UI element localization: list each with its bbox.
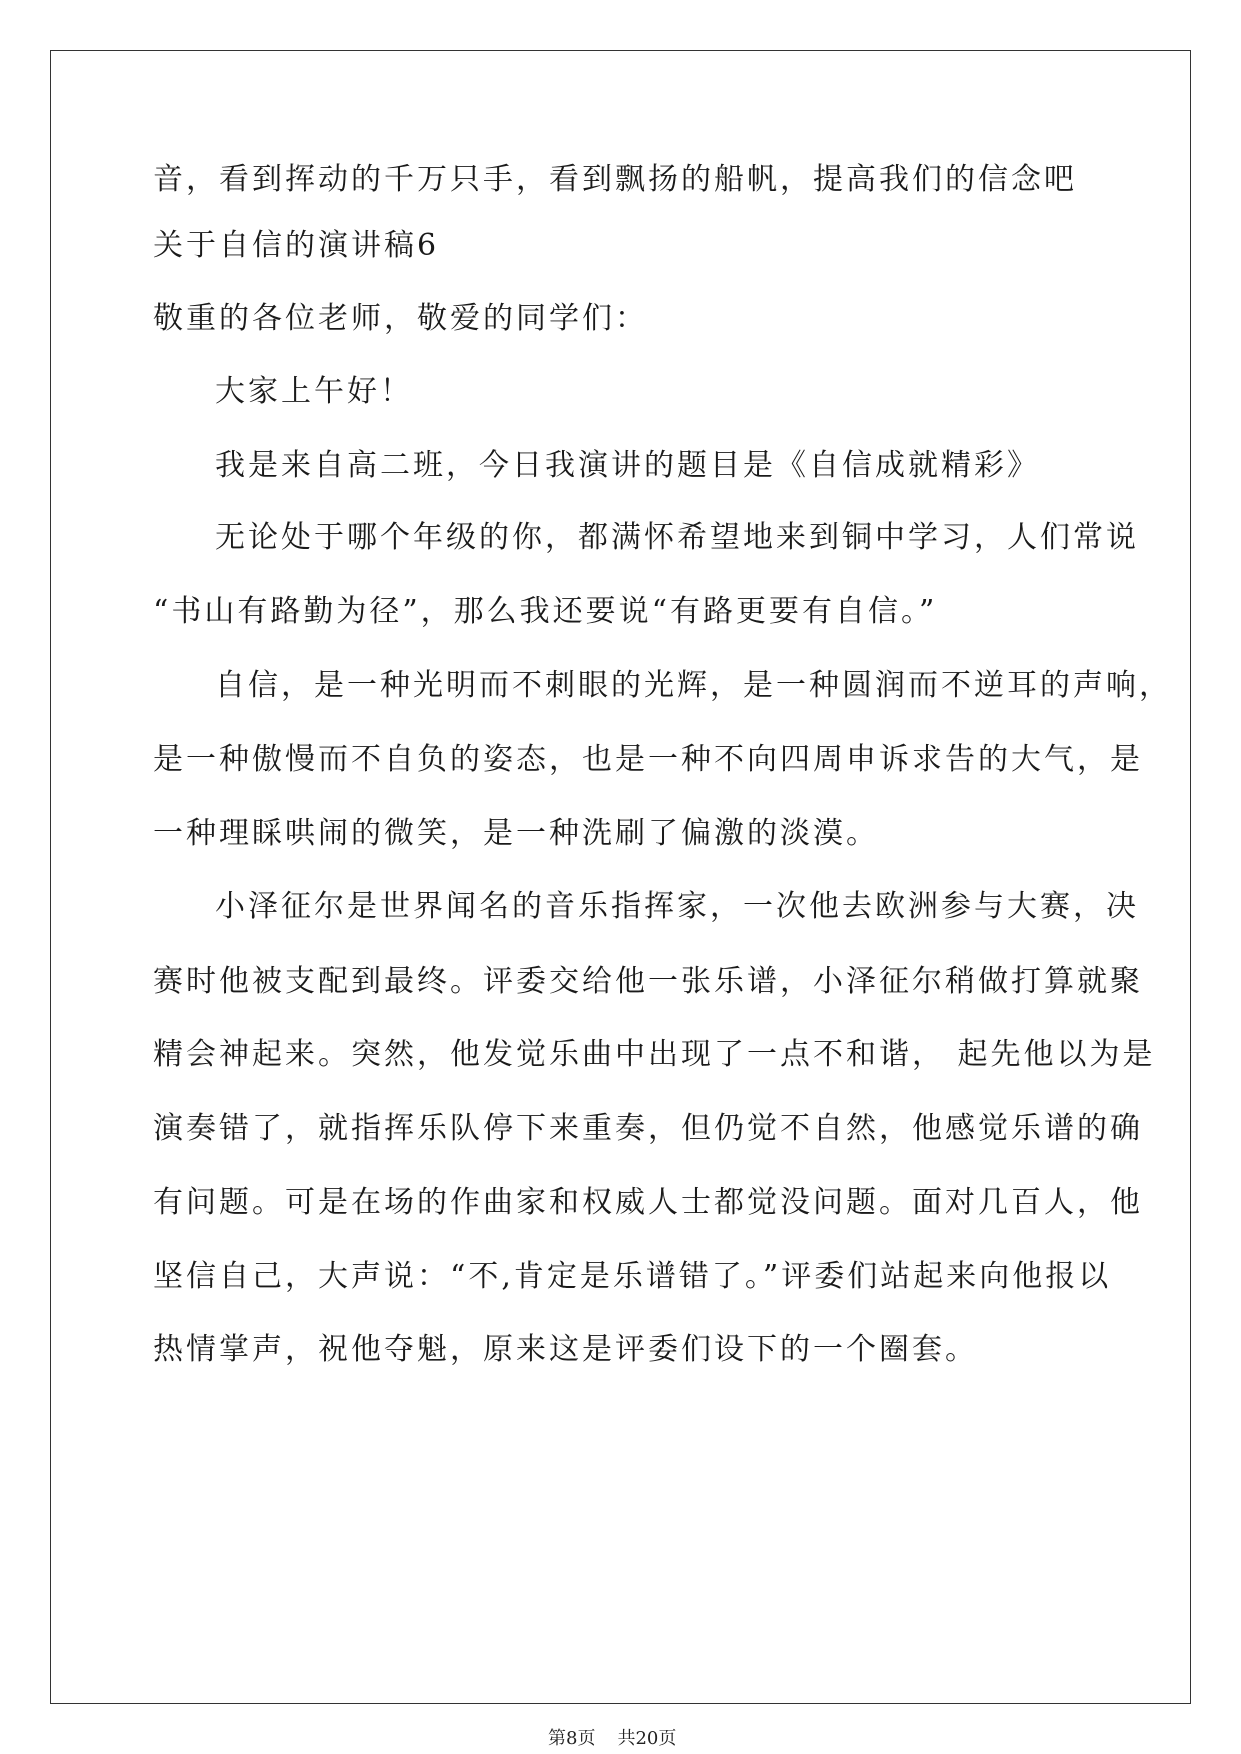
paragraph-line: 我是来自高二班，今日我演讲的题目是《自信成就精彩》	[215, 448, 1040, 483]
page-current: 第8页	[548, 1728, 596, 1749]
paragraph-line: 音，看到挥动的千万只手，看到飘扬的船帆，提高我们的信念吧	[153, 162, 1077, 197]
paragraph-line: 一种理睬哄闹的微笑，是一种洗刷了偏激的淡漠。	[153, 816, 879, 851]
paragraph-line: 精会神起来。突然，他发觉乐曲中出现了一点不和谐， 起先他以为是	[153, 1037, 1156, 1072]
greeting: 大家上午好！	[215, 374, 413, 409]
paragraph-line: 小泽征尔是世界闻名的音乐指挥家，一次他去欧洲参与大赛，决	[215, 889, 1139, 924]
page-number	[548, 1724, 676, 1750]
page-border	[50, 50, 1191, 1704]
paragraph-line: 无论处于哪个年级的你，都满怀希望地来到铜中学习，人们常说	[215, 520, 1139, 555]
page-total: 共20页	[617, 1728, 677, 1749]
paragraph-line: 是一种傲慢而不自负的姿态，也是一种不向四周申诉求告的大气，是	[153, 742, 1143, 777]
paragraph-line: 坚信自己，大声说：“不,肯定是乐谱错了。”评委们站起来向他报以	[153, 1259, 1112, 1294]
section-title: 关于自信的演讲稿6	[153, 228, 440, 263]
paragraph-line: “书山有路勤为径”，那么我还要说“有路更要有自信。”	[153, 594, 938, 629]
paragraph-line: 有问题。可是在场的作曲家和权威人士都觉没问题。面对几百人，他	[153, 1185, 1143, 1220]
paragraph-line: 演奏错了，就指挥乐队停下来重奏，但仍觉不自然，他感觉乐谱的确	[153, 1111, 1143, 1146]
salutation: 敬重的各位老师，敬爱的同学们：	[153, 301, 648, 336]
paragraph-line: 自信，是一种光明而不刺眼的光辉，是一种圆润而不逆耳的声响，	[215, 668, 1172, 703]
paragraph-line: 赛时他被支配到最终。评委交给他一张乐谱，小泽征尔稍做打算就聚	[153, 964, 1143, 999]
paragraph-line: 热情掌声，祝他夺魁，原来这是评委们设下的一个圈套。	[153, 1332, 978, 1367]
